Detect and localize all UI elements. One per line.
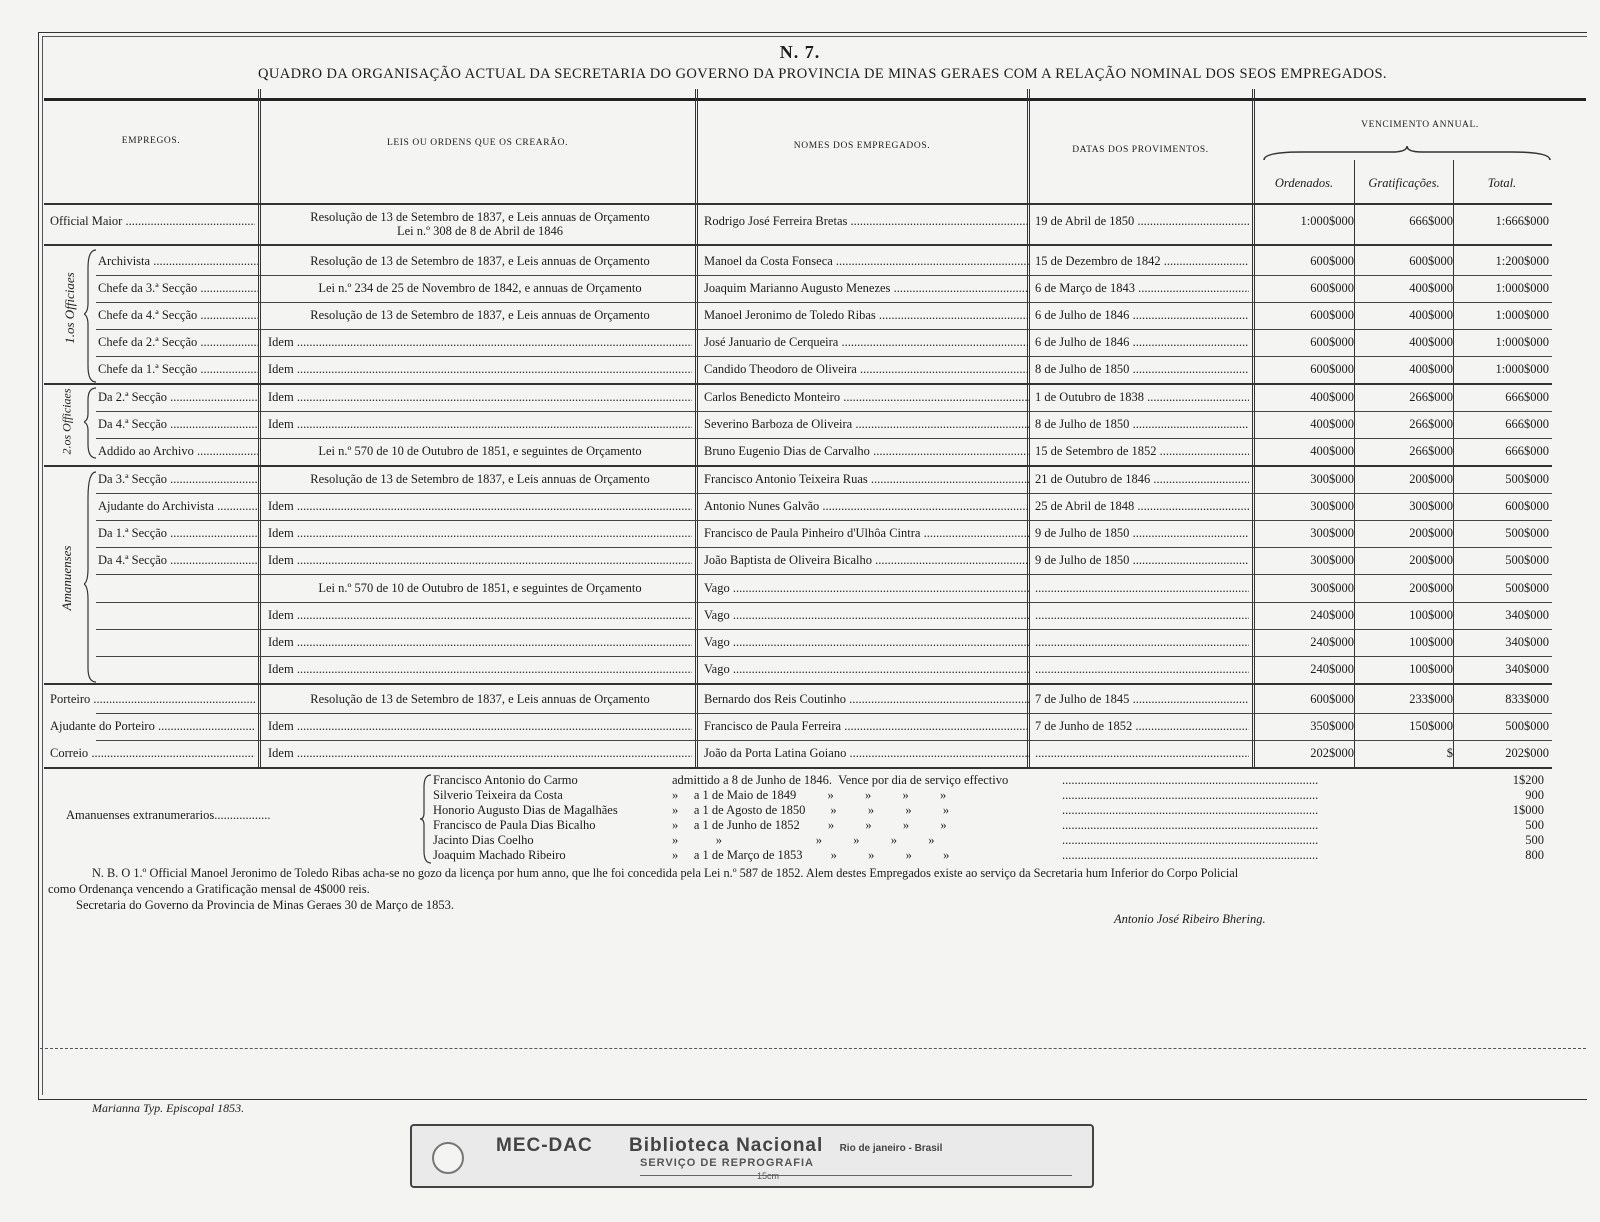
cell-gratificacao: 400$000: [1409, 281, 1453, 295]
cell-gratificacao: 150$000: [1409, 719, 1453, 733]
note-line-1: N. B. O 1.º Official Manoel Jeronimo de Toledo Ribas acha-se no gozo da licença por hum anno, que lhe foi concedida pela Lei n.º 587 de 1852. Alem destes Empregados existe ao serviço da Secretaria hum Inferior do Corpo Policial: [92, 866, 1239, 880]
cell-data: 6 de Março de 1843 .....: [1035, 275, 1249, 302]
header-bottom-rule: [44, 203, 1552, 205]
cell-ordenado: 300$000: [1310, 581, 1354, 595]
cell-lei: Idem .....: [268, 329, 692, 356]
cell-data: 1 de Outubro de 1838 .....: [1035, 384, 1249, 411]
cell-emprego: [98, 629, 258, 656]
cell-nome: Manoel da Costa Fonseca .....: [704, 248, 1030, 275]
cell-gratificacao: 266$000: [1409, 417, 1453, 431]
cell-gratificacao: 400$000: [1409, 362, 1453, 376]
cell-emprego: [98, 602, 258, 629]
cell-nome: Severino Barboza de Oliveira .....: [704, 411, 1030, 438]
header-leis-text: LEIS OU ORDENS QUE OS CREARÃO.: [386, 138, 569, 148]
header-leis: [260, 104, 695, 148]
cell-nome: João Baptista de Oliveira Bicalho .....: [704, 547, 1030, 574]
cell-emprego: Chefe da 3.ª Secção .....: [98, 275, 258, 302]
cell-nome: João da Porta Latina Goiano .....: [704, 740, 1030, 767]
cell-data: 8 de Julho de 1850 .....: [1035, 411, 1249, 438]
group-label-segundos: 2.os Officiaes: [59, 388, 74, 455]
stamp-scale: 15cm: [757, 1171, 780, 1181]
table-row: [44, 384, 1586, 411]
cell-nome: Vago .....: [704, 629, 1030, 656]
extranumerario-dots: ..................................................................................: [1062, 773, 1319, 787]
stamp-ruler: [640, 1175, 1072, 1176]
bottom-dashed-rule: [40, 1048, 1586, 1049]
stamp-service: SERVIÇO DE REPROGRAFIA: [640, 1157, 814, 1169]
cell-gratificacao: $: [1446, 746, 1453, 760]
stamp-name: Biblioteca Nacional: [629, 1135, 824, 1156]
cell-data: [1035, 629, 1249, 656]
table-row: [44, 302, 1586, 329]
cell-emprego: Da 4.ª Secção .....: [98, 547, 258, 574]
cell-total: 666$000: [1505, 390, 1549, 404]
cell-emprego: Da 2.ª Secção .....: [98, 384, 258, 411]
extranumerarios-brace: [420, 773, 432, 865]
cell-nome: Vago .....: [704, 602, 1030, 629]
cell-gratificacao: 266$000: [1409, 390, 1453, 404]
extranumerario-info: » a 1 de Março de 1853 » » » »: [672, 848, 950, 862]
extranumerario-nome: Joaquim Machado Ribeiro: [433, 848, 566, 862]
cell-data: 19 de Abril de 1850 .....: [1035, 206, 1249, 236]
extranumerario-valor: 900: [1525, 788, 1544, 802]
cell-total: 202$000: [1505, 746, 1549, 760]
cell-gratificacao: 200$000: [1409, 553, 1453, 567]
cell-gratificacao: 100$000: [1409, 608, 1453, 622]
cell-gratificacao: 666$000: [1409, 214, 1453, 228]
extranumerario-dots: ..................................................................................: [1062, 803, 1319, 817]
cell-lei: Resolução de 13 de Setembro de 1837, e Leis annuas de Orçamento: [310, 692, 650, 706]
cell-lei: Lei n.º 234 de 25 de Novembro de 1842, e annuas de Orçamento: [318, 281, 642, 295]
extranumerario-valor: 500: [1525, 818, 1544, 832]
cell-lei: Idem .....: [268, 520, 692, 547]
table-row: [44, 520, 1586, 547]
row-divider: [44, 244, 1552, 246]
extranumerario-nome: Honorio Augusto Dias de Magalhães: [433, 803, 618, 817]
table-row: [44, 493, 1586, 520]
table-row: [44, 740, 1586, 767]
cell-emprego: Da 3.ª Secção .....: [98, 466, 258, 493]
signature: Antonio José Ribeiro Bhering.: [1114, 912, 1266, 926]
note-line-2: como Ordenança vencendo a Gratificação mensal de 4$000 reis.: [48, 882, 370, 896]
stamp-city: Rio de janeiro - Brasil: [839, 1143, 943, 1154]
header-ordenados: Ordenados.: [1274, 176, 1334, 190]
header-datas-text: DATAS DOS PROVIMENTOS.: [1072, 145, 1209, 155]
stamp-hole: [432, 1142, 464, 1174]
cell-lei: Idem .....: [268, 629, 692, 656]
cell-data: [1035, 740, 1249, 767]
group-label-primeiros: 1.os Officiaes: [62, 272, 77, 344]
cell-total: 500$000: [1505, 719, 1549, 733]
cell-ordenado: 600$000: [1310, 254, 1354, 268]
document-number: N. 7.: [779, 42, 821, 62]
note-line-3: Secretaria do Governo da Provincia de Minas Geraes 30 de Março de 1853.: [76, 898, 454, 912]
cell-lei: Resolução de 13 de Setembro de 1837, e Leis annuas de Orçamento: [310, 308, 650, 322]
cell-data: [1035, 602, 1249, 629]
cell-total: 666$000: [1505, 444, 1549, 458]
table-top-rule: [44, 98, 1586, 101]
table-row: [44, 438, 1586, 465]
cell-data: 6 de Julho de 1846 .....: [1035, 302, 1249, 329]
header-gratificacoes: Gratificações.: [1368, 176, 1440, 190]
header-empregos-text: EMPREGOS.: [121, 136, 181, 146]
cell-ordenado: 300$000: [1310, 526, 1354, 540]
cell-gratificacao: 200$000: [1409, 526, 1453, 540]
cell-data: 15 de Dezembro de 1842 .....: [1035, 248, 1249, 275]
cell-lei-line-2: Lei n.º 308 de 8 de Abril de 1846: [397, 224, 563, 238]
cell-total: 500$000: [1505, 581, 1549, 595]
extranumerario-info: » » » » » »: [672, 833, 935, 847]
cell-total: 1:200$000: [1495, 254, 1549, 268]
header-vencimento-text: VENCIMENTO ANNUAL.: [1361, 120, 1479, 130]
table-row: [44, 713, 1586, 740]
cell-nome: Manoel Jeronimo de Toledo Ribas .....: [704, 302, 1030, 329]
cell-total: 1:666$000: [1495, 214, 1549, 228]
cell-data: 6 de Julho de 1846 .....: [1035, 329, 1249, 356]
extranumerario-nome: Jacinto Dias Coelho: [433, 833, 534, 847]
extranumerario-valor: 500: [1525, 833, 1544, 847]
cell-ordenado: 350$000: [1310, 719, 1354, 733]
extranumerario-nome: Francisco de Paula Dias Bicalho: [433, 818, 596, 832]
cell-ordenado: 600$000: [1310, 308, 1354, 322]
group-label-amanuenses: Amanuenses: [59, 545, 74, 611]
cell-data: 21 de Outubro de 1846 .....: [1035, 466, 1249, 493]
cell-emprego: Chefe da 1.ª Secção .....: [98, 356, 258, 383]
table-bottom-rule: [44, 767, 1552, 769]
cell-lei: Lei n.º 570 de 10 de Outubro de 1851, e seguintes de Orçamento: [318, 444, 642, 458]
cell-ordenado: 1:000$000: [1300, 214, 1354, 228]
cell-total: 1:000$000: [1495, 362, 1549, 376]
cell-ordenado: 300$000: [1310, 499, 1354, 513]
cell-emprego: [98, 575, 258, 602]
cell-lei: [268, 206, 692, 248]
cell-emprego: Chefe da 4.ª Secção .....: [98, 302, 258, 329]
cell-total: 340$000: [1505, 635, 1549, 649]
table-row: [44, 602, 1586, 629]
cell-data: [1035, 575, 1249, 602]
extranumerarios-label: [66, 808, 270, 823]
header-nomes-text: NOMES DOS EMPREGADOS.: [793, 141, 931, 151]
cell-lei: Idem .....: [268, 547, 692, 574]
cell-ordenado: 240$000: [1310, 662, 1354, 676]
table-row: [44, 275, 1586, 302]
cell-total: 1:000$000: [1495, 308, 1549, 322]
header-datas: [1029, 104, 1252, 155]
cell-data: 25 de Abril de 1848 .....: [1035, 493, 1249, 520]
extranumerario-dots: ..................................................................................: [1062, 788, 1319, 802]
cell-lei: Resolução de 13 de Setembro de 1837, e Leis annuas de Orçamento: [310, 472, 650, 486]
extranumerario-dots: ..................................................................................: [1062, 848, 1319, 862]
cell-gratificacao: 400$000: [1409, 335, 1453, 349]
vencimento-brace: [1262, 144, 1552, 162]
cell-nome: Carlos Benedicto Monteiro .....: [704, 384, 1030, 411]
cell-ordenado: 400$000: [1310, 417, 1354, 431]
cell-lei: Idem .....: [268, 493, 692, 520]
cell-emprego: Chefe da 2.ª Secção .....: [98, 329, 258, 356]
cell-lei: Idem .....: [268, 740, 692, 767]
extranumerario-valor: 800: [1525, 848, 1544, 862]
stamp-org: MEC-DAC: [496, 1135, 593, 1156]
table-row: [44, 356, 1586, 383]
cell-nome: Bruno Eugenio Dias de Carvalho .....: [704, 438, 1030, 465]
cell-data: [1035, 656, 1249, 683]
cell-emprego: Archivista .....: [98, 248, 258, 275]
cell-lei: Lei n.º 570 de 10 de Outubro de 1851, e seguintes de Orçamento: [318, 581, 642, 595]
cell-nome: Candido Theodoro de Oliveira .....: [704, 356, 1030, 383]
cell-data: 7 de Junho de 1852 .....: [1035, 713, 1249, 740]
cell-ordenado: 400$000: [1310, 390, 1354, 404]
cell-ordenado: 600$000: [1310, 335, 1354, 349]
table-row: [44, 686, 1586, 713]
table-row: [44, 629, 1586, 656]
extranumerario-dots: ..................................................................................: [1062, 833, 1319, 847]
cell-ordenado: 300$000: [1310, 553, 1354, 567]
imprint: Marianna Typ. Episcopal 1853.: [92, 1101, 245, 1115]
cell-ordenado: 600$000: [1310, 362, 1354, 376]
cell-emprego: Official Maior .....: [50, 206, 255, 236]
cell-gratificacao: 200$000: [1409, 581, 1453, 595]
cell-ordenado: 600$000: [1310, 281, 1354, 295]
library-stamp: [410, 1124, 1094, 1188]
cell-lei: Idem .....: [268, 384, 692, 411]
table-row: [44, 411, 1586, 438]
cell-gratificacao: 233$000: [1409, 692, 1453, 706]
cell-emprego: Ajudante do Archivista .....: [98, 493, 258, 520]
cell-total: 833$000: [1505, 692, 1549, 706]
table-row: [44, 575, 1586, 602]
document-title: QUADRO DA ORGANISAÇÃO ACTUAL DA SECRETARIA DO GOVERNO DA PROVINCIA DE MINAS GERAES COM A RELAÇÃO NOMINAL DOS SEOS EMPREGADOS.: [258, 66, 1387, 82]
cell-emprego: Ajudante do Porteiro .....: [50, 713, 255, 740]
cell-gratificacao: 100$000: [1409, 635, 1453, 649]
cell-emprego: [98, 656, 258, 683]
cell-nome: Francisco de Paula Pinheiro d'Ulhôa Cintra .....: [704, 520, 1030, 547]
cell-ordenado: 240$000: [1310, 635, 1354, 649]
stamp-title: [496, 1135, 942, 1157]
cell-data: 9 de Julho de 1850 .....: [1035, 520, 1249, 547]
cell-gratificacao: 100$000: [1409, 662, 1453, 676]
cell-nome: Francisco de Paula Ferreira .....: [704, 713, 1030, 740]
cell-total: 500$000: [1505, 472, 1549, 486]
cell-nome: Bernardo dos Reis Coutinho .....: [704, 686, 1030, 713]
cell-ordenado: 300$000: [1310, 472, 1354, 486]
cell-nome: Vago .....: [704, 575, 1030, 602]
table-row: [44, 329, 1586, 356]
cell-lei: Idem .....: [268, 713, 692, 740]
cell-ordenado: 240$000: [1310, 608, 1354, 622]
table-row: [44, 248, 1586, 275]
extranumerario-valor: 1$200: [1512, 773, 1544, 787]
cell-nome: Vago .....: [704, 656, 1030, 683]
extranumerario-info: » a 1 de Maio de 1849 » » » »: [672, 788, 947, 802]
extranumerario-nome: Francisco Antonio do Carmo: [433, 773, 578, 787]
cell-emprego: Da 4.ª Secção .....: [98, 411, 258, 438]
cell-total: 500$000: [1505, 526, 1549, 540]
header-empregos: [44, 104, 258, 146]
cell-gratificacao: 600$000: [1409, 254, 1453, 268]
extranumerario-nome: Silverio Teixeira da Costa: [433, 788, 563, 802]
cell-gratificacao: 200$000: [1409, 472, 1453, 486]
table-row: [44, 547, 1586, 574]
cell-nome: Rodrigo José Ferreira Bretas .....: [704, 206, 1030, 236]
cell-total: 1:000$000: [1495, 335, 1549, 349]
extranumerario-info: admittido a 8 de Junho de 1846. Vence por dia de serviço effectivo: [672, 773, 1009, 787]
cell-total: 600$000: [1505, 499, 1549, 513]
cell-total: 340$000: [1505, 608, 1549, 622]
cell-emprego: Porteiro .....: [50, 686, 255, 713]
extranumerario-dots: ..................................................................................: [1062, 818, 1319, 832]
cell-gratificacao: 400$000: [1409, 308, 1453, 322]
cell-data: 9 de Julho de 1850 .....: [1035, 547, 1249, 574]
cell-total: 500$000: [1505, 553, 1549, 567]
table-row: [44, 466, 1586, 493]
cell-gratificacao: 266$000: [1409, 444, 1453, 458]
cell-lei: Resolução de 13 de Setembro de 1837, e Leis annuas de Orçamento: [310, 254, 650, 268]
cell-lei-line-1: Resolução de 13 de Setembro de 1837, e Leis annuas de Orçamento: [310, 210, 650, 224]
cell-emprego: Da 1.ª Secção .....: [98, 520, 258, 547]
cell-ordenado: 202$000: [1310, 746, 1354, 760]
extranumerario-info: » a 1 de Junho de 1852 » » » »: [672, 818, 947, 832]
cell-nome: Antonio Nunes Galvão .....: [704, 493, 1030, 520]
cell-total: 1:000$000: [1495, 281, 1549, 295]
cell-lei: Idem .....: [268, 411, 692, 438]
cell-data: 8 de Julho de 1850 .....: [1035, 356, 1249, 383]
extranumerarios-label-text: Amanuenses extranumerarios: [66, 808, 215, 822]
cell-ordenado: 600$000: [1310, 692, 1354, 706]
cell-nome: Joaquim Marianno Augusto Menezes .....: [704, 275, 1030, 302]
cell-ordenado: 400$000: [1310, 444, 1354, 458]
header-nomes: [697, 104, 1027, 151]
cell-total: 666$000: [1505, 417, 1549, 431]
cell-gratificacao: 300$000: [1409, 499, 1453, 513]
header-total: Total.: [1487, 176, 1517, 190]
extranumerario-valor: 1$000: [1512, 803, 1544, 817]
cell-lei: Idem .....: [268, 356, 692, 383]
cell-data: 7 de Julho de 1845 .....: [1035, 686, 1249, 713]
cell-emprego: Addido ao Archivo .....: [98, 438, 258, 465]
header-vencimento: [1254, 104, 1586, 130]
extranumerarios-dots: ..................: [214, 808, 271, 822]
table-row: [44, 656, 1586, 683]
cell-nome: Francisco Antonio Teixeira Ruas .....: [704, 466, 1030, 493]
cell-lei: Idem .....: [268, 656, 692, 683]
extranumerario-info: » a 1 de Agosto de 1850 » » » »: [672, 803, 950, 817]
row-divider: [44, 683, 1552, 685]
cell-nome: José Januario de Cerqueira .....: [704, 329, 1030, 356]
cell-lei: Idem .....: [268, 602, 692, 629]
cell-emprego: Correio .....: [50, 740, 255, 767]
cell-total: 340$000: [1505, 662, 1549, 676]
table-row: [44, 206, 1586, 244]
cell-data: 15 de Setembro de 1852 .....: [1035, 438, 1249, 465]
